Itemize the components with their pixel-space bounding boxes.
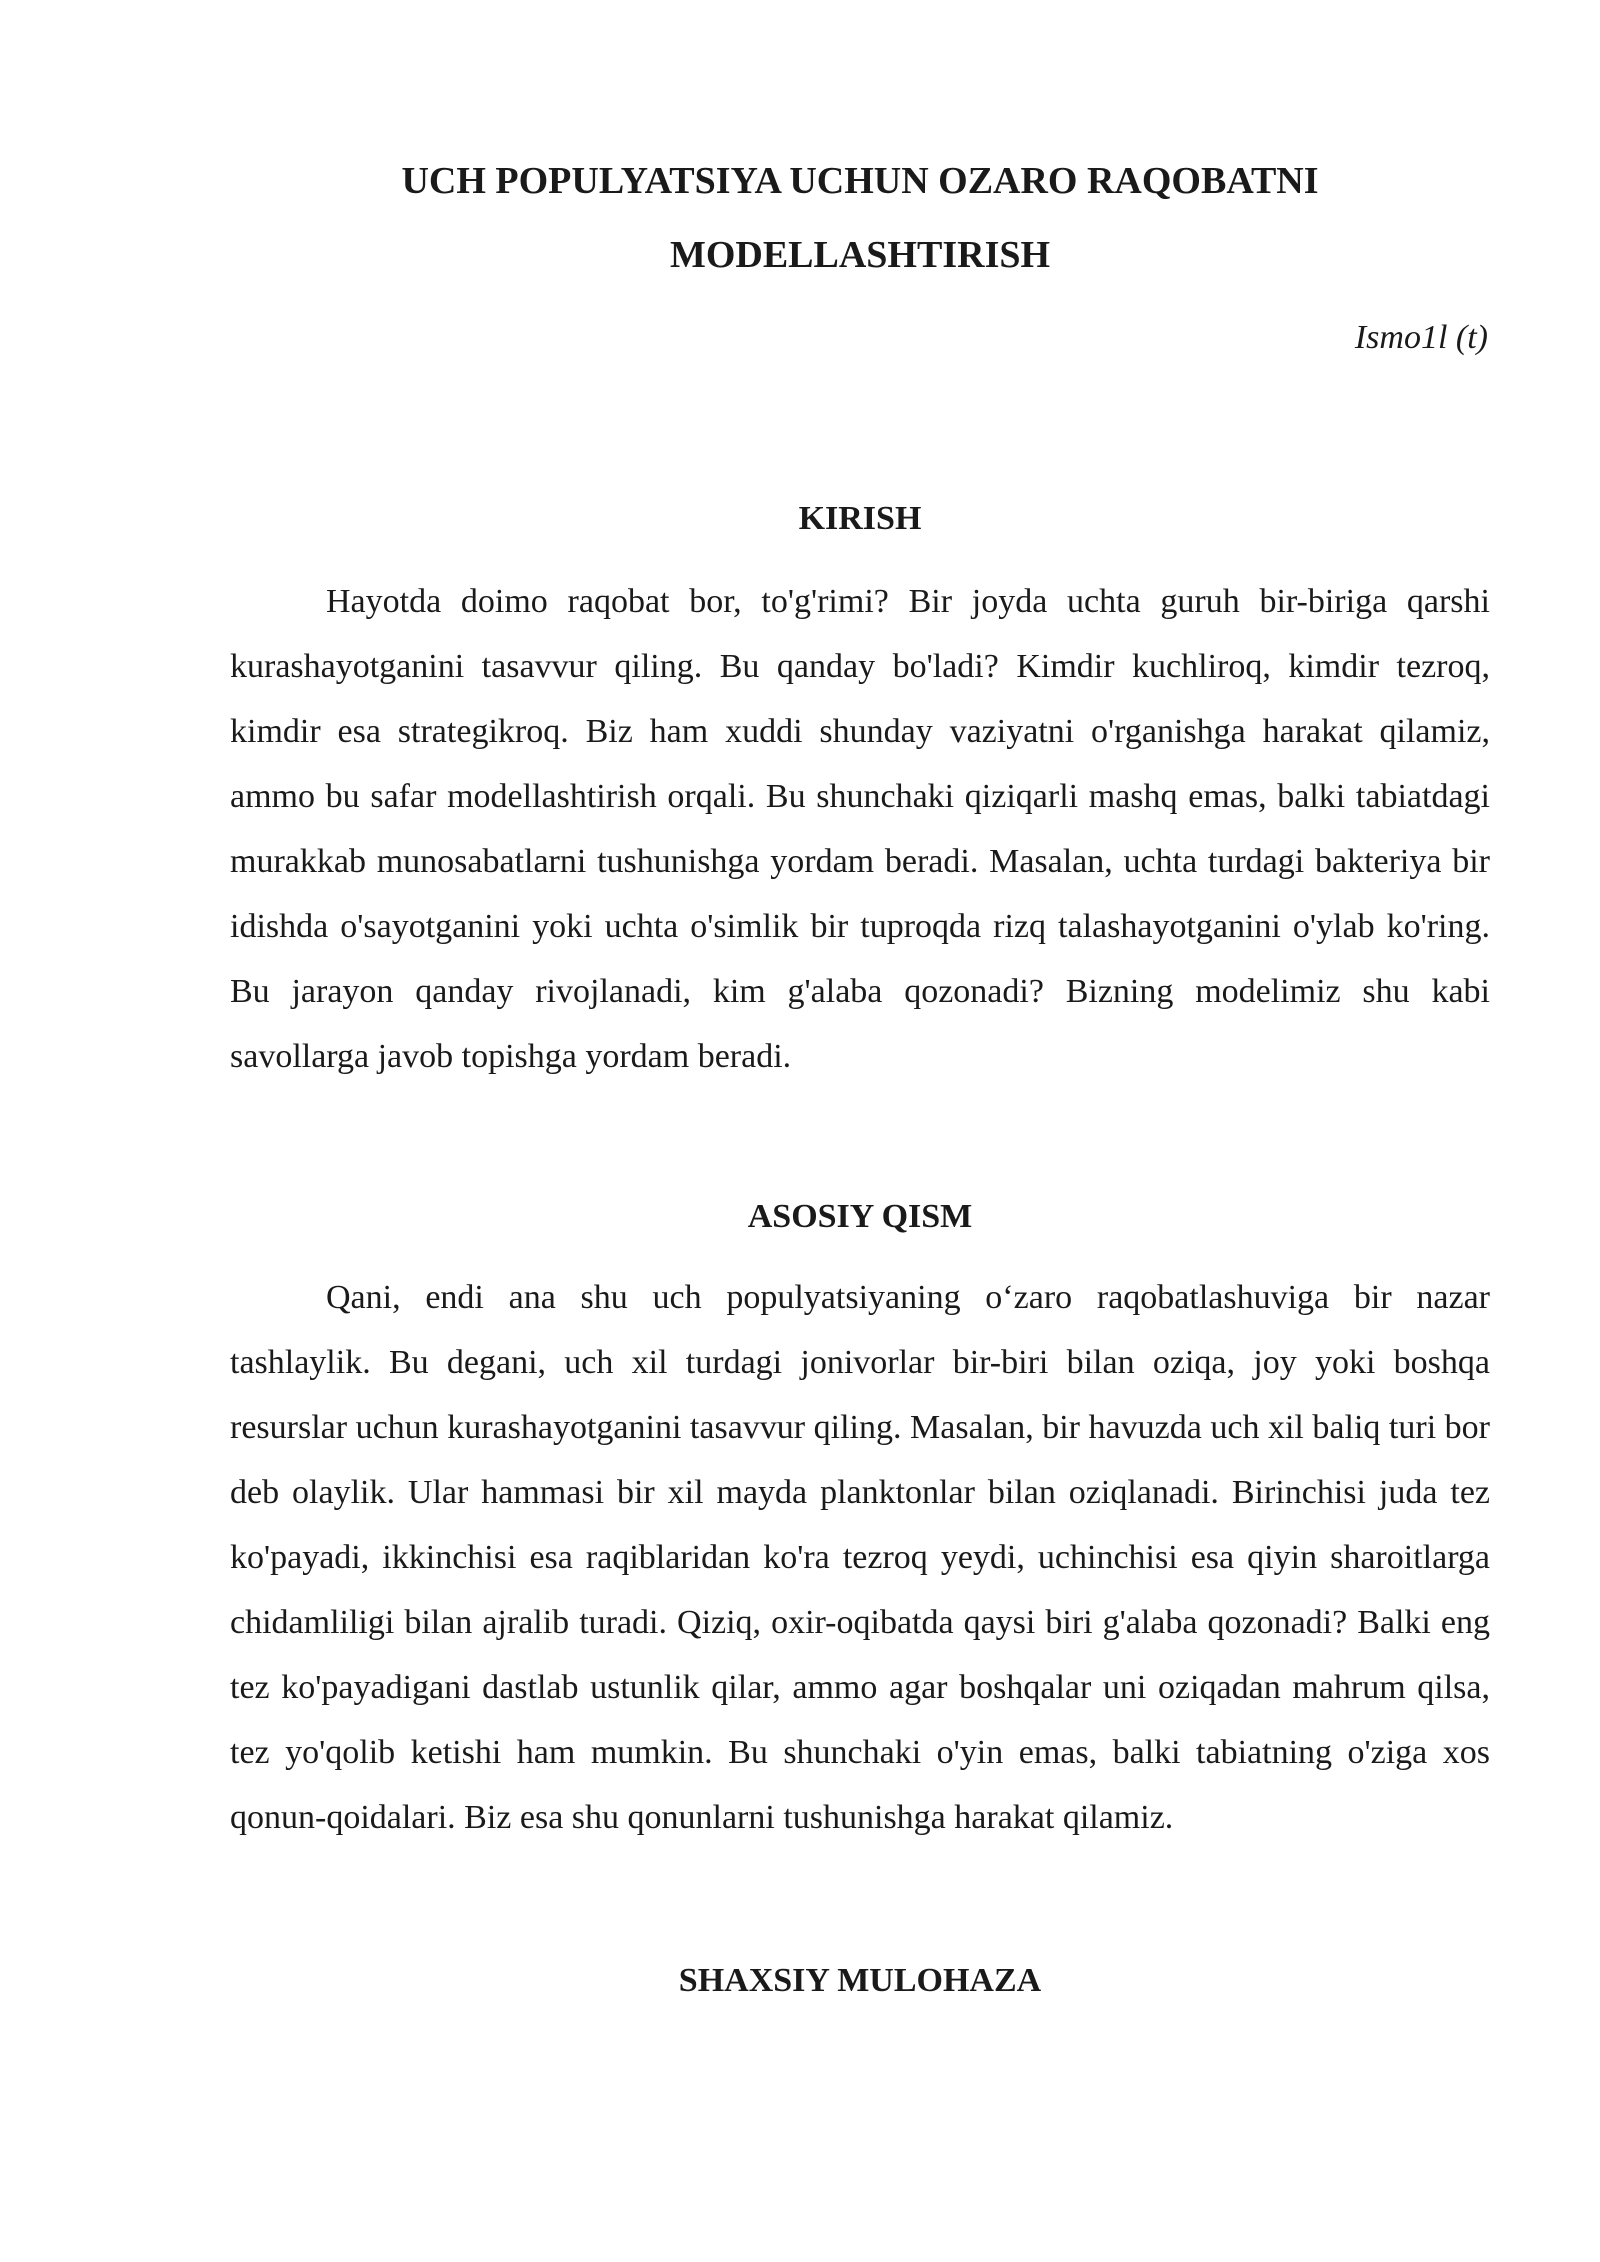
author-badge: (t) — [1455, 319, 1488, 356]
section-paragraph-asosiy-qism: Qani, endi ana shu uch populyatsiyaning o‘zaro raqobatlashuviga bir nazar tashlaylik. Bu degani, uch xil turdagi jonivorlar bir-biri bilan oziqa, joy yoki boshqa resurslar uchun kurashayotganini tasavvur qiling. Masalan, bir havuzda uch xil baliq turi bor deb olaylik. Ular hammasi bir xil mayda planktonlar bilan oziqlanadi. Birinchisi juda tez ko'payadi, ikkinchisi esa raqiblaridan ko'ra tezroq yeydi, uchinchisi esa qiyin sharoitlarga chidamliligi bilan ajralib turadi. Qiziq, oxir-oqibatda qaysi biri g'alaba qozonadi? Balki eng tez ko'payadigani dastlab ustunlik qilar, ammo agar boshqalar uni oziqadan mahrum qilsa, tez yo'qolib ketishi ham mumkin. Bu shunchaki o'yin emas, balki tabiatning o'ziga xos qonun-qoidalari. Biz esa shu qonunlarni tushunishga harakat qilamiz. — [230, 1279, 1490, 1836]
author-name: Ismo1l — [1354, 319, 1448, 356]
document-title: UCH POPULYATSIYA UCHUN OZARO RAQOBATNI MODELLASHTIRISH — [401, 160, 1319, 276]
section-paragraph-kirish: Hayotda doimo raqobat bor, to'g'rimi? Bir joyda uchta guruh bir-biriga qarshi kurashayotganini tasavvur qiling. Bu qanday bo'ladi? Kimdir kuchliroq, kimdir tezroq, kimdir esa strategikroq. Biz ham xuddi shunday vaziyatni o'rganishga harakat qilamiz, ammo bu safar modellashtirish orqali. Bu shunchaki qiziqarli mashq emas, balki tabiatdagi murakkab munosabatlarni tushunishga yordam beradi. Masalan, uchta turdagi bakteriya bir idishda o'sayotganini yoki uchta o'simlik bir tuproqda rizq talashayotganini o'ylab ko'ring. Bu jarayon qanday rivojlanadi, kim g'alaba qozonadi? Bizning modelimiz shu kabi savollarga javob topishga yordam beradi. — [230, 583, 1490, 1075]
section-heading-shaxsiy-mulohaza: SHAXSIY MULOHAZA — [678, 1962, 1042, 1999]
section-heading-asosiy-qism: ASOSIY QISM — [747, 1198, 973, 1235]
section-heading-kirish: KIRISH — [798, 500, 922, 537]
author-line — [1355, 316, 1488, 360]
